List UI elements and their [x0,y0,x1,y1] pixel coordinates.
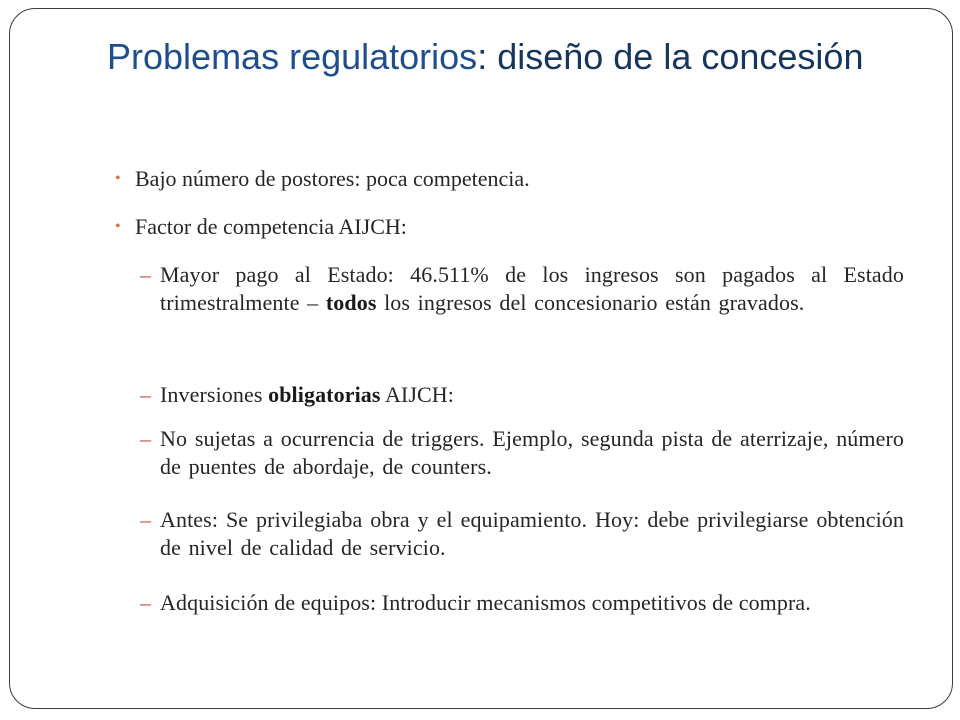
bullet-text: Factor de competencia AIJCH: [135,214,407,239]
sub-item-text: No sujetas a ocurrencia de triggers. Ejemplo, segunda pista de aterrizaje, número de puentes de abordaje, de counters. [160,426,904,479]
bullet-icon: • [115,218,121,235]
sub-text-bold: obligatorias [268,382,381,407]
title-colon: : [477,36,498,77]
dash-icon: – [140,507,151,532]
sub-text-part: Mayor pago al Estado: 46.511% de los ingresos son pagados al Estado trimestralmente – [160,262,904,315]
dash-icon: – [140,426,151,451]
sub-item-text [160,381,904,409]
bullet-text: Bajo número de postores: poca competencia. [135,166,530,191]
title-rest: diseño de la concesión [497,36,864,77]
sub-item-text: Adquisición de equipos: Introducir mecanismos competitivos de compra. [160,590,811,615]
dash-icon: – [140,382,151,407]
sub-item-text: Antes: Se privilegiaba obra y el equipamiento. Hoy: debe privilegiarse obtención de nivel de calidad de servicio. [160,507,904,560]
sub-text-part: Inversiones [160,382,269,407]
sub-item-text [160,261,904,317]
dash-icon: – [140,590,151,615]
sub-text-part: AIJCH: [380,382,454,407]
sub-text-bold: todos [325,290,377,315]
sub-text-part: los ingresos del concesionario están gravados. [376,290,805,315]
title-lead: Problemas regulatorios [107,36,478,77]
bullet-icon: • [115,170,121,187]
dash-icon: – [140,262,151,287]
